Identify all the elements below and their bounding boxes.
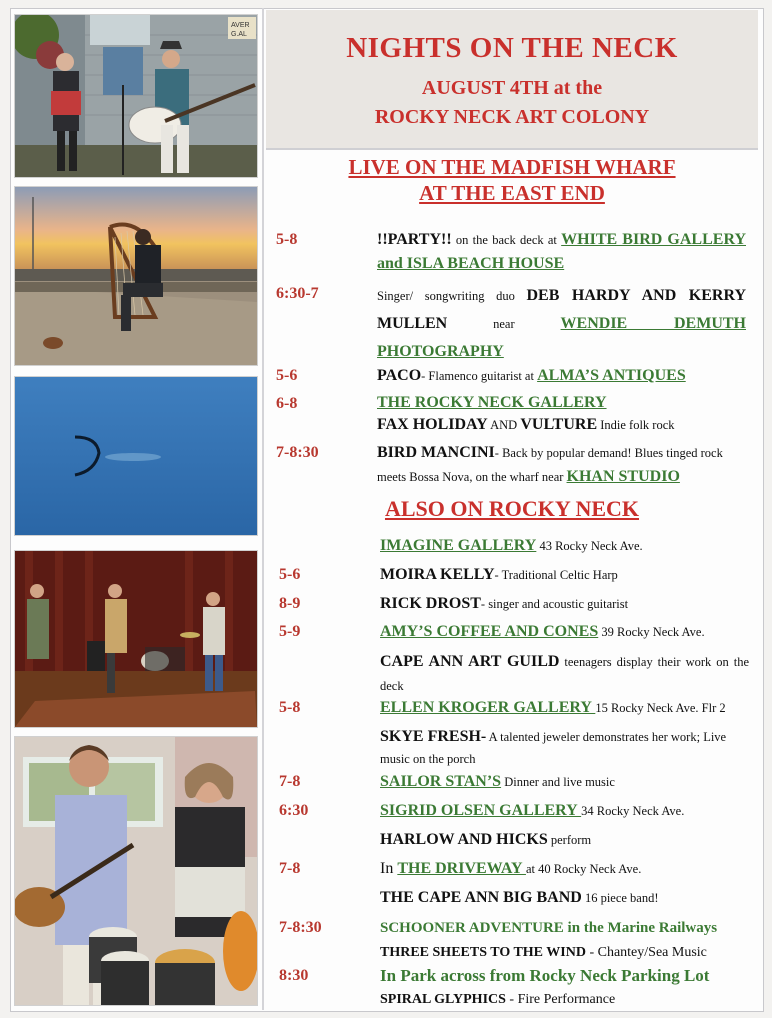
event-text: perform (547, 833, 592, 847)
event-time: 7-8 (279, 773, 301, 790)
event-performer: PACO (377, 367, 422, 384)
event-desc (380, 916, 749, 965)
event-text: In (380, 860, 398, 877)
event-text: - Back by popular demand! Blues tinged rock meets Bossa Nova, on the wharf near (377, 446, 723, 484)
event-time: 7-8:30 (276, 444, 319, 461)
event-time: 8:30 (279, 967, 309, 984)
event-time: 5-9 (279, 623, 301, 640)
event-text: Dinner and live music (501, 775, 615, 789)
event-desc (380, 857, 749, 881)
event-desc (380, 965, 749, 1011)
event-text: 15 Rocky Neck Ave. Flr 2 (595, 701, 726, 715)
event-performer: THE CAPE ANN BIG BAND (380, 889, 582, 906)
event-desc (380, 592, 749, 616)
event-highlight: !!PARTY!! (377, 231, 452, 248)
event-text: - Fire Performance (505, 992, 616, 1007)
venue-link[interactable]: WENDIE DEMUTH PHOTOGRAPHY (377, 315, 746, 360)
section-title-line-1: LIVE ON THE MADFISH WHARF (348, 155, 676, 179)
event-text: Singer/ songwriting duo (377, 289, 527, 303)
event-text: near (447, 317, 561, 331)
event-desc (380, 696, 749, 720)
event-venue: ROCKY NECK ART COLONY (374, 106, 650, 128)
event-performer: FAX HOLIDAY (377, 416, 488, 433)
event-time: 6-8 (276, 395, 298, 412)
event-performer: RICK DROST (380, 595, 481, 612)
svg-text:G.AL: G.AL (231, 31, 247, 38)
event-text: - singer and acoustic guitarist (480, 597, 629, 611)
event-row (276, 392, 746, 438)
venue-text: SCHOONER ADVENTURE in the Marine Railways (380, 920, 718, 936)
event-time: 7-8:30 (279, 919, 322, 936)
event-text: teenagers display their work on the deck (380, 655, 749, 693)
event-desc (380, 886, 749, 910)
event-text: at 40 Rocky Neck Ave. (525, 862, 642, 876)
venue-link[interactable]: WHITE BIRD GALLERY and ISLA BEACH HOUSE (377, 231, 746, 272)
event-desc (380, 726, 749, 770)
event-date: AUGUST 4TH at the (421, 77, 603, 99)
event-desc (380, 620, 749, 644)
section-title-also: ALSO ON ROCKY NECK (384, 496, 640, 521)
event-text: 34 Rocky Neck Ave. (581, 804, 685, 818)
venue-link[interactable]: THE DRIVEWAY (397, 860, 526, 877)
section-title-wharf (266, 154, 758, 206)
event-performer: DEB HARDY AND KERRY MULLEN (377, 287, 747, 332)
event-row (279, 726, 749, 770)
venue-link[interactable]: ELLEN KROGER GALLERY (380, 699, 596, 716)
photo-band-stage (14, 550, 258, 728)
event-text: on the back deck at (451, 233, 562, 247)
event-performer: THREE SHEETS TO THE WIND (380, 945, 586, 960)
event-desc (380, 828, 749, 852)
column-divider (262, 8, 264, 1010)
event-time: 6:30-7 (276, 285, 319, 302)
venue-link[interactable]: KHAN STUDIO (566, 468, 680, 485)
event-desc (377, 441, 746, 489)
event-row (276, 228, 746, 278)
event-text: 16 piece band! (581, 891, 659, 905)
event-desc (380, 650, 749, 698)
header-banner (266, 10, 758, 150)
photo-water-fish (14, 376, 258, 536)
event-text: Indie folk rock (597, 418, 675, 432)
photo-harpist-sunset (14, 186, 258, 366)
event-time: 5-6 (279, 566, 301, 583)
venue-link[interactable]: THE ROCKY NECK GALLERY (377, 394, 607, 411)
event-performer: CAPE ANN ART GUILD (380, 653, 560, 670)
photo-two-musicians (14, 736, 258, 1006)
event-performer: BIRD MANCINI (377, 444, 495, 461)
event-time: 5-8 (276, 231, 298, 248)
event-row (279, 916, 749, 964)
event-performer: MOIRA KELLY (380, 566, 495, 583)
event-performer: SPIRAL GLYPHICS (380, 992, 506, 1007)
event-desc (377, 364, 746, 388)
venue-link[interactable]: ALMA’S ANTIQUES (537, 367, 686, 384)
photo-duo-performers (14, 14, 258, 178)
event-desc (380, 770, 749, 794)
event-text: AND (487, 418, 521, 432)
event-time: 7-8 (279, 860, 301, 877)
venue-text: In Park across from Rocky Neck Parking Lot (380, 966, 710, 985)
event-performer: SKYE FRESH- (380, 728, 487, 745)
event-time: 5-6 (276, 367, 298, 384)
svg-text:AVER: AVER (231, 22, 250, 29)
event-row (276, 441, 746, 489)
event-text: - Chantey/Sea Music (585, 945, 707, 960)
event-time: 8-9 (279, 595, 301, 612)
event-desc (377, 228, 746, 276)
event-row (279, 965, 749, 1009)
venue-link[interactable]: SIGRID OLSEN GALLERY (380, 802, 582, 819)
event-desc (380, 799, 749, 823)
event-text: A talented jeweler demonstrates her work; Live music on the porch (380, 730, 727, 766)
event-row (276, 282, 747, 360)
event-performer: HARLOW AND HICKS (380, 831, 548, 848)
event-desc (377, 282, 746, 366)
event-title: NIGHTS ON THE NECK (346, 32, 678, 64)
event-text: 43 Rocky Neck Ave. (536, 539, 643, 553)
event-desc (380, 563, 749, 587)
venue-link[interactable]: SAILOR STAN’S (380, 773, 502, 790)
event-time: 6:30 (279, 802, 309, 819)
venue-link[interactable]: IMAGINE GALLERY (380, 537, 537, 554)
event-text: 39 Rocky Neck Ave. (598, 625, 705, 639)
event-text: - Traditional Celtic Harp (494, 568, 618, 582)
event-row (279, 650, 749, 696)
event-desc (377, 392, 746, 436)
venue-link[interactable]: AMY’S COFFEE AND CONES (380, 623, 599, 640)
event-performer: VULTURE (520, 416, 598, 433)
event-desc (380, 534, 749, 558)
event-time: 5-8 (279, 699, 301, 716)
event-text: - Flamenco guitarist at (421, 369, 538, 383)
section-title-line-2: AT THE EAST END (419, 181, 605, 205)
